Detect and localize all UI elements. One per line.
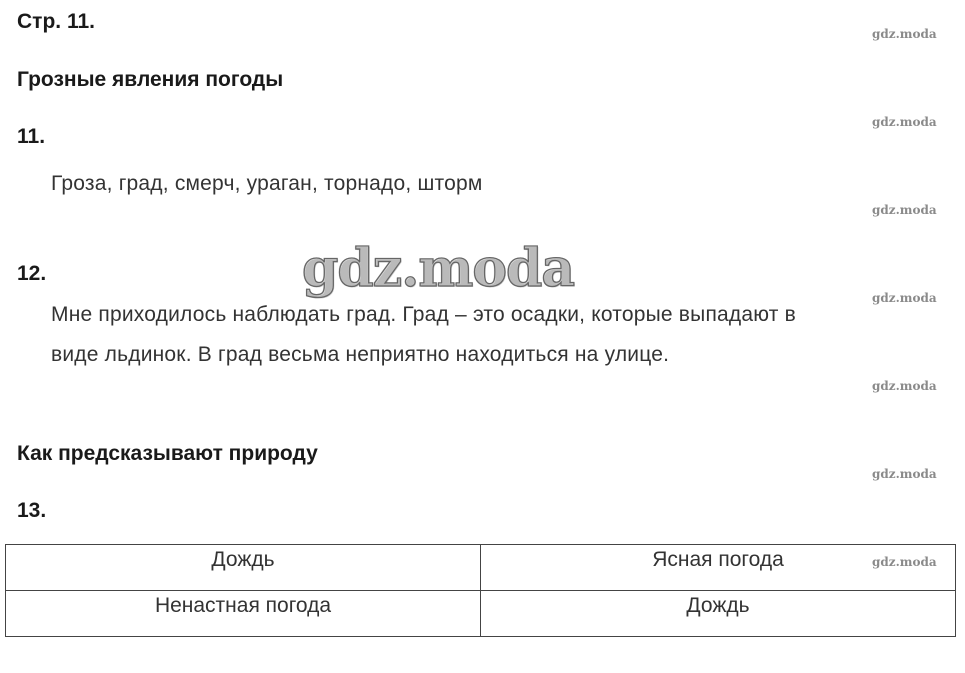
watermark-large: gdz.moda: [302, 238, 575, 299]
table-row: [6, 545, 956, 591]
watermark-small: gdz.moda: [872, 203, 937, 217]
table-cell: Ненастная погода: [6, 591, 481, 637]
watermark-small: gdz.moda: [872, 379, 937, 393]
question-13-number: 13.: [17, 499, 47, 522]
table-row: [6, 591, 956, 637]
table-cell: Ясная погода: [481, 545, 956, 591]
question-12-answer-line-1: Мне приходилось наблюдать град. Град – это осадки, которые выпадают в: [51, 303, 796, 326]
question-12-number: 12.: [17, 262, 47, 285]
watermark-small: gdz.moda: [872, 467, 937, 481]
table-cell: Дождь: [6, 545, 481, 591]
watermark-small: gdz.moda: [872, 291, 937, 305]
watermark-small: gdz.moda: [872, 115, 937, 129]
page-label: Стр. 11.: [17, 10, 95, 33]
question-11-number: 11.: [17, 125, 46, 148]
watermark-small: gdz.moda: [872, 27, 937, 41]
section-title-predicting-nature: Как предсказывают природу: [17, 442, 318, 465]
table-cell: Дождь: [481, 591, 956, 637]
watermark-small: gdz.moda: [872, 555, 937, 569]
section-title-storm-phenomena: Грозные явления погоды: [17, 68, 284, 91]
question-12-answer-line-2: виде льдинок. В град весьма неприятно находиться на улице.: [51, 343, 670, 366]
question-11-answer: Гроза, град, смерч, ураган, торнадо, шторм: [51, 172, 483, 195]
answer-table: [5, 544, 956, 637]
